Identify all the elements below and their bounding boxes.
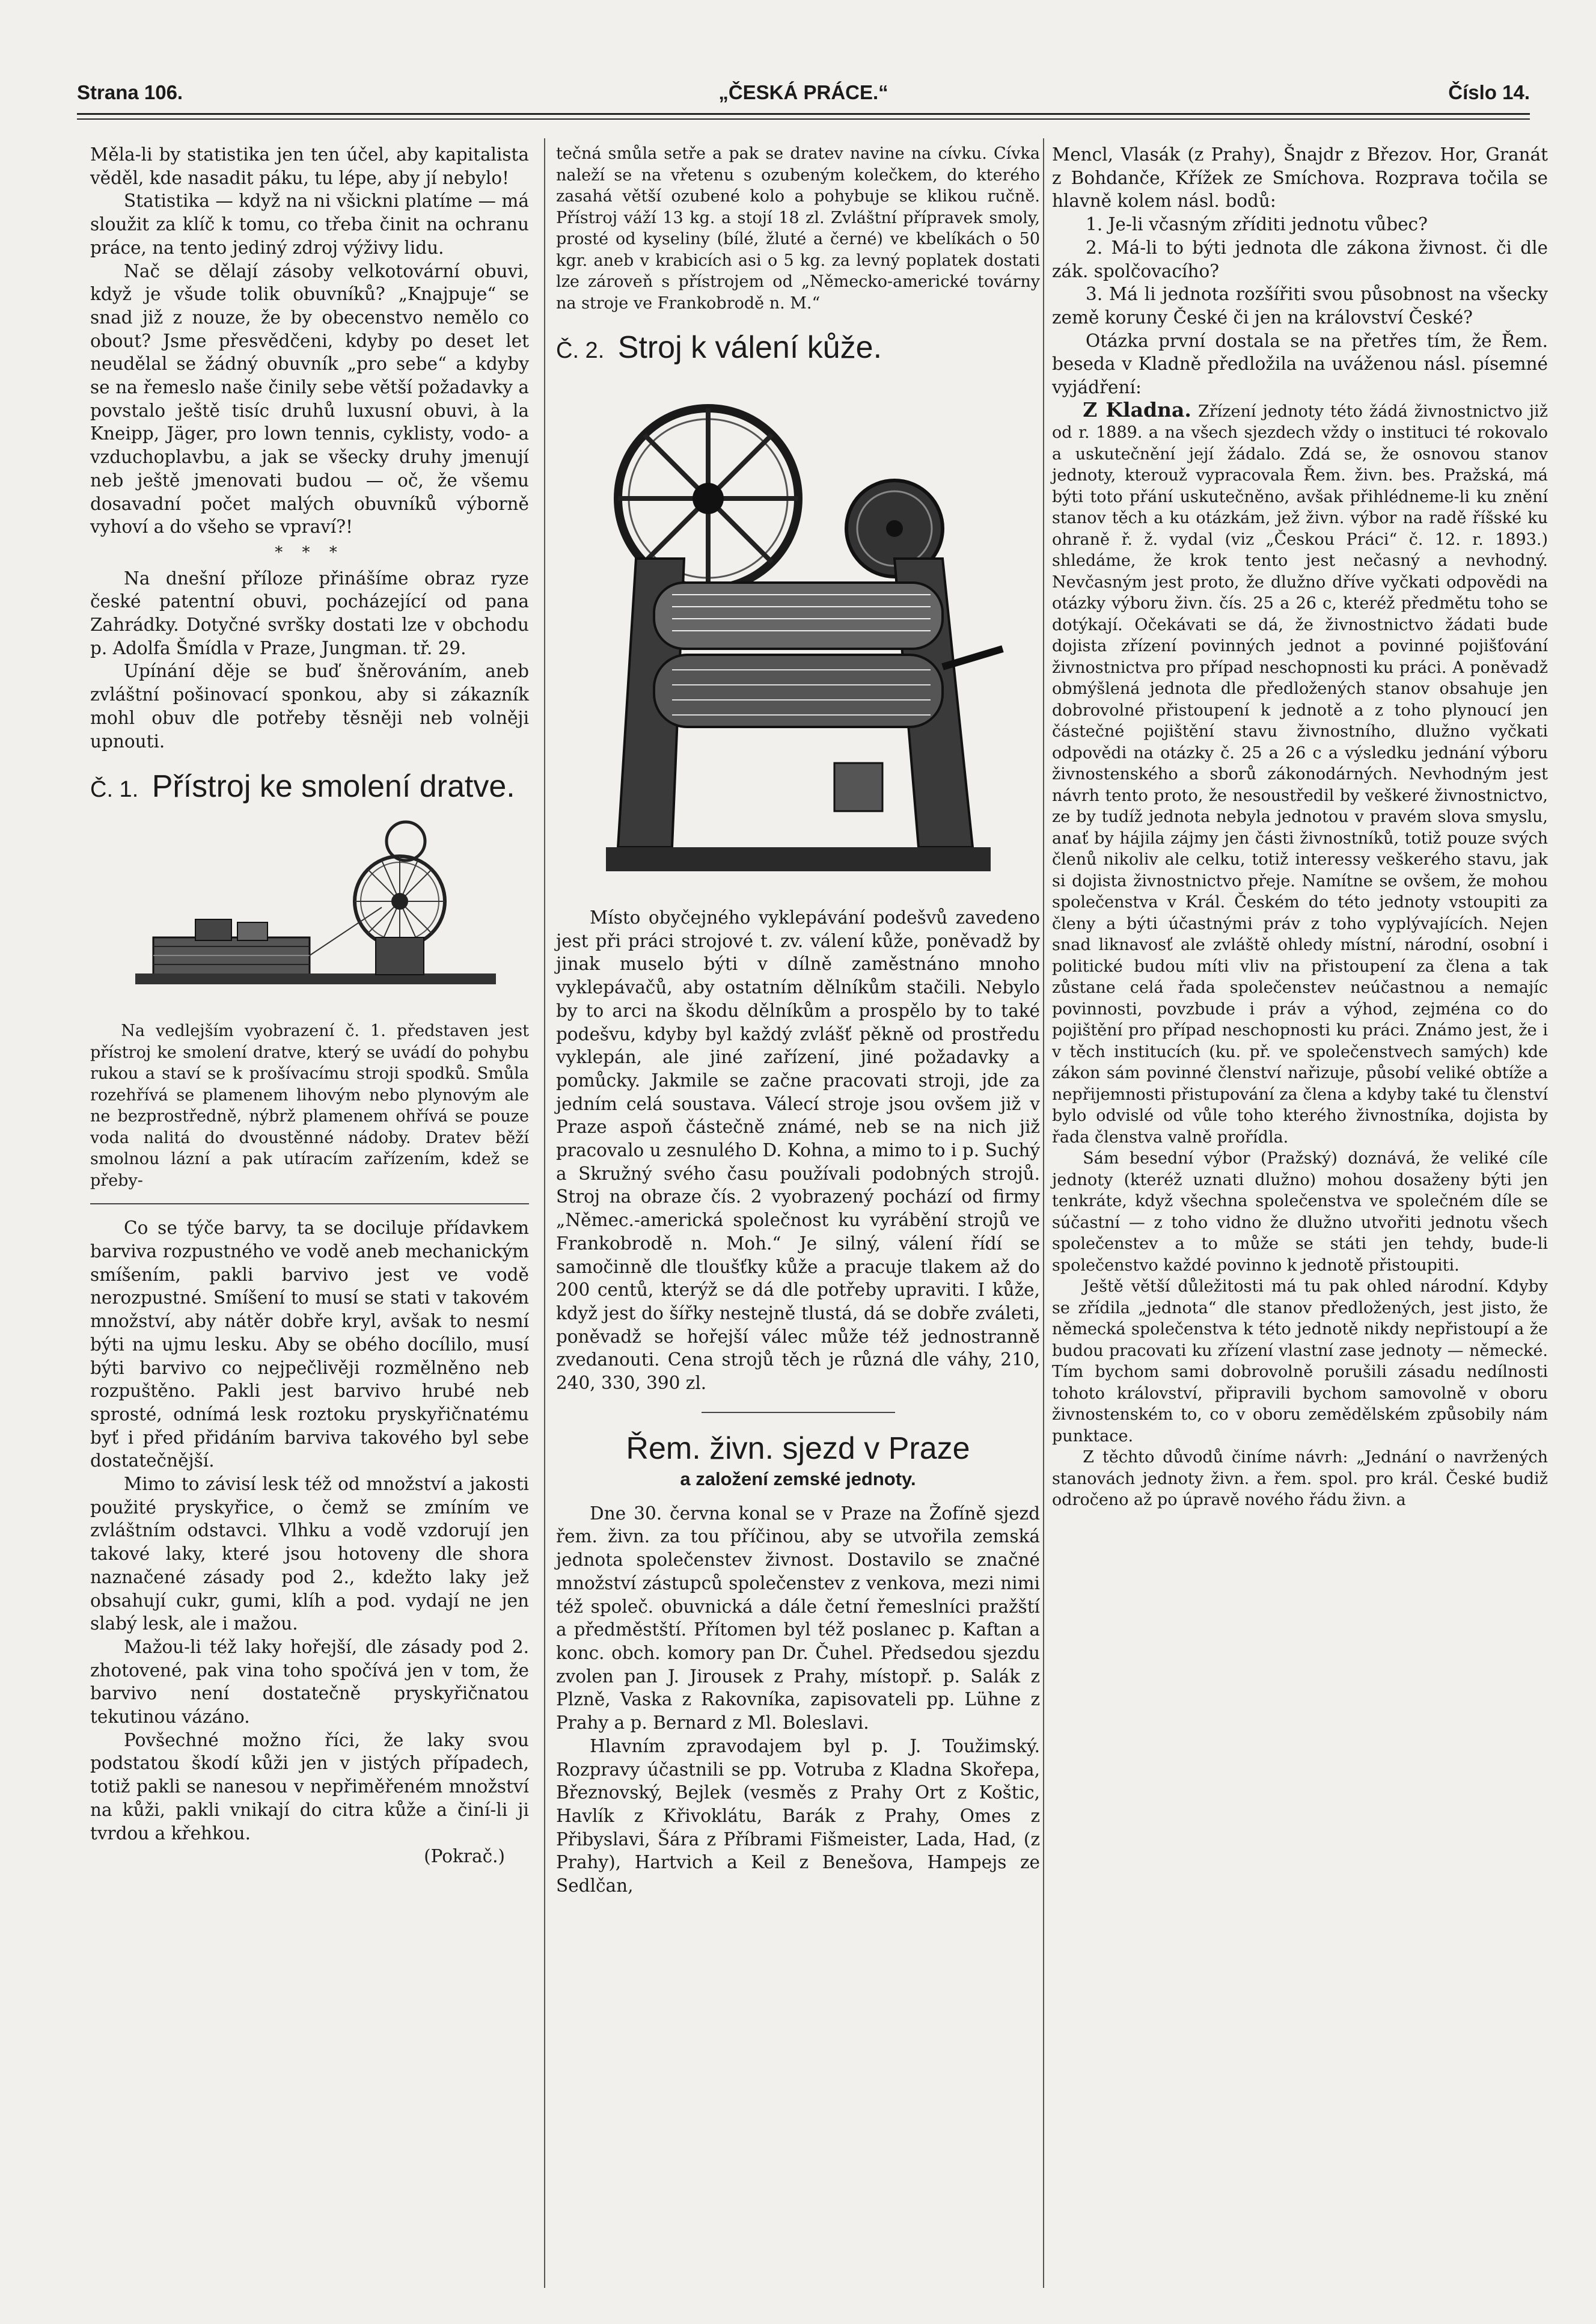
section-title — [556, 330, 1040, 369]
paragraph: Co se týče barvy, ta se dociluje přídavkem barviva rozpustného ve vodě aneb mechanickým smíšením, pakli barvivo jest ve vodě nerozpustné. Smíšení to musí se stati v takovém množství, aby nátěr dobře kryl, avšak to nesmí býti na ujmu lesku. Aby se obého docílilo, musí býti barvivo co nejpečlivěji rozmělněno neb rozpuštěno. Pakli jest barvivo hrubé neb sprosté, odnímá lesk roztoku pryskyřičnatému byť i před přidáním barviva takového byl sebe dostatečnější. — [90, 1218, 529, 1471]
kladno-statement — [1052, 399, 1548, 1148]
column-3 — [1052, 143, 1548, 1511]
section-title-text: Přístroj ke smolení dratve. — [151, 769, 515, 805]
continued-note: (Pokrač.) — [424, 1846, 505, 1867]
paragraph: Na dnešní příloze přinášíme obraz ryze české patentní obuvi, pocházející od pana Zahrádky. Dotyčné svršky dostati lze v obchodu p. Adolfa Šmídla v Praze, Jungman. tř. 29. — [90, 568, 529, 658]
figure-caption: Na vedlejším vyobrazení č. 1. představen jest přístroj ke smolení dratve, který se uvádí do pohybu rukou a staví se k prošívacímu stroji spodků. Smůla rozehřívá se plamenem lihovým nebo plynovým ale ne bezprostředně, nýbrž plamenem ohřívá se pouze voda nalitá do dvoustěnné nádoby. Dratev běží smolnou lázní a pak utíracím zařízením, kdež se přeby- — [90, 1022, 529, 1190]
divider — [90, 1203, 529, 1204]
column-divider — [1043, 138, 1044, 2288]
paragraph: Mencl, Vlasák (z Prahy), Šnajdr z Březov. Hor, Granát z Bohdanče, Křížek ze Smíchova. Rozprava točila se hlavně kolem násl. bodů: — [1052, 144, 1548, 212]
page-header — [77, 81, 1530, 111]
divider — [702, 1412, 895, 1413]
article-subtitle: a založení zemské jednoty. — [680, 1468, 916, 1489]
paragraph: Mimo to závisí lesk též od množství a jakosti použité pryskyřice, o čemž se zmíním ve zvláštním odstavci. Vlhku a vodě vzdorují jen takové laky, které jsou hotoveny dle shora naznačené zásady pod 2., kdežto laky jež obsahují cukr, gumi, klíh a pod. vydají ne jen slabý lesk, ale i mažou. — [90, 1474, 529, 1634]
leather-rolling-machine-illustration — [582, 378, 1015, 901]
paragraph: Upínání děje se buď šněrováním, aneb zvláštní pošinovací sponkou, aby si zákazník mohl obuv dle potřeby těsněji neb volněji upnouti. — [90, 661, 529, 752]
kladno-text: Zřízení jednoty této žádá živnostnictvo již od r. 1889. a na všech sjezdech vždy o instituci té rokovalo a uskutečnění její žádalo. Zdá se, že osnovou stanov jednoty, kterouž vypracovala Řem. živn. bes. Pražská, má býti toto přání uskutečněno, avšak přihlédneme-li ku znění stanov těch a ku otázkám, jež živn. výbor na radě říšské ku ohraně ř. ž. vydal (viz „Českou Práci“ č. 12. r. 1893.) shledáme, že krok tento jest nečasný a nevhodný. Nevčasným jest proto, že dlužno dříve vyčkati odpovědi na otázky výboru živn. čís. 25 a 26 c, kteréž předmětu toho se dotýkají. Očekávati se dá, že živnostnictvo žádati bude dojista zřízení povinných jednot a povinné pojišťování živnostnictva pro případ neschopnosti ku práci. A poněvadž obmýšlená jednota dle předložených stanov obsahuje jen dobrovolné přistoupení k jednotě a z toho plynoucí jen částečné pojištění stavu živnostního, dlužno vyčkati odpovědi na otázky č. 25 a 26 c a výsledku jednání výboru živnostenského a sborů zákonodárných. Nevhodným jest návrh tento proto, že nesoustředil by veškeré živnostnictvo, ze by tudíž jednota nebyla jednotou v pravém slova smyslu, anať by hájila zájmy jen části živnostníků, totiž pouze svých členů nikoliv ale celku, totiž interessy veškerého stavu, jak si dojista živnostnictvo přeje. Namítne se ovšem, že mohou společenstva v Král. Českém do této jednoty vstoupiti za členy a býti účastnými práv z toho vyplývajících. Nejen snad liknavosť ale zvláště ohledy místní, národní, osobní i politické budou míti vliv na přistoupení za člena a tak zůstane celá řada společenstev neúčastnou a nemajíc povinnosti, povzbude i práv a výhod, zejména co do pojištění pro případ neschopnosti ku práci. Známo jest, že i v těch institucích (ku. př. ve společenstvech samých) kde zákon sám povinné členství nařizuje, působí veliké obtíže a nepřijemnosti přistupování za člena a kdyby také tu členství bylo odvislé od vůle toho kterého živnostníka, dojista by řada členstva valně prořídla. — [1052, 402, 1548, 1147]
article-title: Řem. živn. sjezd v Praze — [626, 1430, 970, 1466]
pitch-thread-device-illustration — [117, 817, 502, 1016]
paragraph: Otázka první dostala se na přetřes tím, že Řem. beseda v Kladně předložila na uváženou násl. písemné vyjádření: — [1052, 330, 1548, 398]
column-1 — [90, 143, 529, 1868]
kladno-heading: Z Kladna. — [1083, 397, 1191, 422]
header-rule — [77, 113, 1530, 115]
paragraph: Dne 30. června konal se v Praze na Žofíně sjezd řem. živn. za tou příčinou, aby se utvořila zemská jednota společenstev živnost. Dostavilo se značné množství zástupců společenstev z venkova, mezi nimi též společ. obuvnická a dále četní řemeslníci pražští a předměstští. Přítomen byl též poslanec p. Kaftan a konc. obch. komory pan Dr. Čuhel. Předsedou sjezdu zvolen pan J. Jirousek z Prahy, místopř. p. Salák z Plzně, Vaska z Rakovníka, zapisovateli pp. Lühne z Prahy a p. Bernard z Ml. Boleslavi. — [556, 1503, 1040, 1734]
paragraph: Statistika — když na ni všickni platíme — má sloužit za klíč k tomu, co třeba činit na ochranu práce, na tento jediný zdroj výživy lidu. — [90, 191, 529, 258]
paragraph: Z těchto důvodů činíme návrh: „Jednání o navržených stanovách jednoty živn. a řem. spol. pro král. České budiž odročeno až po úpravě nového řádu živn. a — [1052, 1448, 1548, 1510]
paragraph: tečná smůla setře a pak se dratev navine na cívku. Cívka naleží se na vřetenu s ozubeným kolečkem, do kterého zasahá větší ozubené kolo a pohybuje se klikou ručně. Přístroj váží 13 kg. a stojí 18 zl. Zvláštní přípravek smoly, prosté od kyseliny (bílé, žluté a černé) ve kbelíkách o 50 kgr. aneb v krabicích asi o 5 kg. za levný poplatek dostati lze zároveň s přístrojem od „Německo-americké továrny na stroje ve Frankobrodě n. M.“ — [556, 144, 1040, 313]
paragraph: Povšechné možno říci, že laky svou podstatou škodí kůži jen v jistých případech, totiž pakli se nanesou v nepřiměřeném množství na kůži, pakli vnikají do citra kůže a činí-li ji tvrdou a křehkou. — [90, 1729, 529, 1844]
section-title-text: Stroj k válení kůže. — [617, 330, 882, 365]
issue-number: Číslo 14. — [1448, 81, 1530, 103]
question: 1. Je-li včasným zříditi jednotu vůbec? — [1086, 214, 1428, 235]
paragraph: Mažou-li též laky hořejší, dle zásady pod 2. zhotovené, pak vina toho spočívá jen v tom, že barvivo není dostatečně pryskyřičnatou tekutinou vázáno. — [90, 1636, 529, 1728]
section-title — [90, 768, 529, 808]
column-2 — [556, 143, 1040, 1898]
question: 2. Má-li to býti jednota dle zákona živnost. či dle zák. spolčovacího? — [1052, 237, 1548, 281]
paragraph: Nač se dělají zásoby velkotovární obuvi, když je všude tolik obuvníků? „Knajpuje“ se snad již z nouze, že by obecenstvo nemělo co obout? Jsme přesvědčeni, kdyby po deset let neudělal se žádný obuvník „pro sebe“ a kdyby se na řemeslo naše činily sebe větší požadavky a povstalo ještě tisíc druhů luxusní obuvi, à la Kneipp, Jäger, pro lown tennis, cyklisty, vodo- a vzduchoplavbu, a jak se všecky druhy jmenují neb ještě jmenovati budou — oč, že všemu dosavadní počet malých obuvníků výborně vyhoví a do všeho se vpraví?! — [90, 260, 529, 538]
section-separator: * * * — [275, 543, 344, 562]
paragraph: Sám besední výbor (Pražský) doznává, že veliké cíle jednoty (kteréž uznati dlužno) mohou dosaženy býti jen tenkráte, když všechna společenstva ve společném díle se súčastní — z toho vidno že dlužno utvořiti jednotu všech společenstev a to může se státi jen tehdy, bude-li společenstvo každé povinno k jednotě přistoupiti. — [1052, 1149, 1548, 1275]
section-number: Č. 1. — [90, 777, 139, 803]
page-number: Strana 106. — [77, 81, 183, 103]
paragraph: Ještě větší důležitosti má tu pak ohled národní. Kdyby se zřídila „jednota“ dle stanov předložených, jest jisto, že německá společenstva k této jednotě nikdy nepřistoupí a že budou pracovati ku zřízení vlastní zase jednoty — německé. Tím bychom sami dobrovolně porušili zásadu nedílnosti tohoto království, připravili bychom samovolně v oboru živnostenském to, co v oboru zemědělském způsobily nám punktace. — [1052, 1277, 1548, 1446]
paragraph: Měla-li by statistika jen ten účel, aby kapitalista věděl, kde nasadit páku, tu lépe, aby jí nebylo! — [90, 144, 529, 188]
paragraph: Hlavním zpravodajem byl p. J. Toužimský. Rozpravy účastnili se pp. Votruba z Kladna Skořepa, Březnovský, Bejlek (vesměs z Prahy Ort z Koštic, Havlík z Křivoklátu, Barák z Prahy, Omes z Přibyslavi, Šára z Příbrami Fišmeister, Lada, Had, (z Prahy), Hartvich a Keil z Benešova, Hampejs ze Sedlčan, — [556, 1735, 1040, 1896]
question: 3. Má li jednota rozšířiti svou působnost na všecky země koruny České či jen na království České? — [1052, 284, 1548, 328]
journal-title: „ČESKÁ PRÁCE.“ — [718, 81, 888, 103]
paragraph: Místo obyčejného vyklepávání podešvů zavedeno jest při práci strojové t. zv. válení kůže, poněvadž by jinak muselo býti v dílně zaměstnáno mnoho vyklepávačů, aby ostatním dělníkům stačili. Nebylo by to arci na škodu dělníkům a prospělo by to také podešvu, kdyby byl každý zvlášť pěkně od prostředu vyklepán, ale jiné zařízení, jiné požadavky a pomůcky. Jakmile se začne pracovati stroji, jde za jedním celá soustava. Válecí stroje jsou ovšem již v Praze aspoň částečně známé, neb se na nich již pracovalo u zesnulého D. Kohna, a mimo to i p. Suchý a Skružný svého času používali podobných strojů. Stroj na obraze čís. 2 vyobrazený pochází od firmy „Němec.-americká společnost ku vyrábění strojů ve Frankobrodě n. Moh.“ Je silný, válení řídí se samočinně dle tloušťky kůže a pracuje tlakem až do 200 centů, kterýž se dá dle potřeby upraviti. I kůže, když jest do šířky nestejně tlustá, dá se dobře zváleti, poněvadž se hořejší válec může též jednostranně zvedanouti. Cena strojů těch je různá dle váhy, 210, 240, 330, 390 zl. — [556, 907, 1040, 1394]
section-number: Č. 2. — [556, 338, 605, 363]
header-rule-thin — [77, 118, 1530, 120]
column-divider — [544, 138, 545, 2288]
